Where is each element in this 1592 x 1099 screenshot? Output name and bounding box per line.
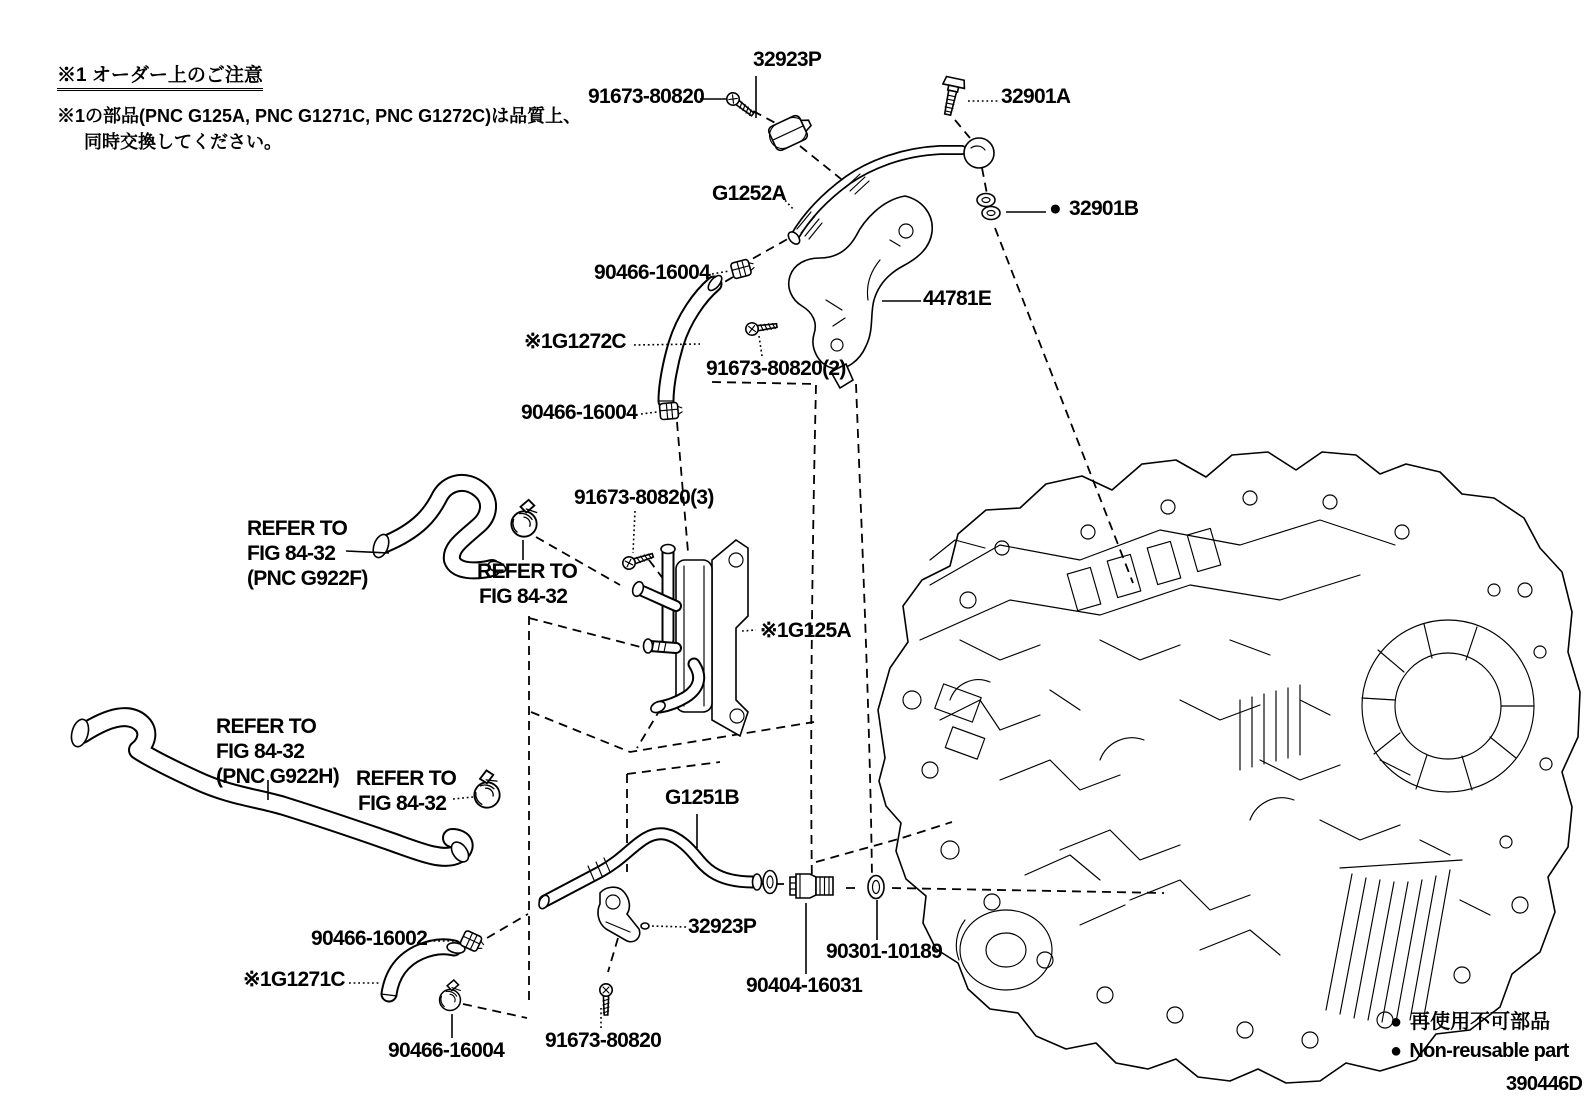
note-line-2: 同時交換してください。 <box>84 132 282 152</box>
refer-note-mid-line2: FIG 84-32 <box>479 585 568 608</box>
clip-90466-16004-b <box>659 402 682 420</box>
refer-note-low-line2: FIG 84-32 <box>358 792 447 815</box>
callout-90466-16004-b[interactable]: 90466-16004 <box>521 401 638 424</box>
clamp-90466-16004-c <box>440 980 461 1010</box>
clamp-refer-mid <box>511 500 536 537</box>
callout-90466-16002[interactable]: 90466-16002 <box>311 927 428 950</box>
oring-90301-10189 <box>868 876 884 899</box>
banjo-eye-icon <box>964 138 994 168</box>
refer-note-g922f-line3: (PNC G922F) <box>247 567 368 590</box>
callout-91673-80820-top[interactable]: 91673-80820 <box>588 85 705 108</box>
clip-90466-16004-a <box>730 258 755 279</box>
doc-number: 390446D <box>1506 1073 1583 1095</box>
refer-note-mid-line1: REFER TO <box>477 560 578 583</box>
refer-note-low-line1: REFER TO <box>356 767 457 790</box>
clamp-32923p-bottom <box>598 887 649 941</box>
non-reusable-dot-icon: ● <box>1390 1040 1402 1062</box>
callout-91673-80820-bottom[interactable]: 91673-80820 <box>545 1029 662 1052</box>
refer-note-g922h-line2: FIG 84-32 <box>216 740 305 763</box>
legend-non-reusable-en: ● Non-reusable part <box>1390 1040 1569 1062</box>
oil-cooler-g125a <box>631 540 748 736</box>
bolt-32901a <box>937 76 966 117</box>
callout-44781e[interactable]: 44781E <box>923 287 992 310</box>
callout-32923p-bottom[interactable]: 32923P <box>688 915 757 938</box>
callout-g125a[interactable]: ※1G125A <box>760 619 851 642</box>
callout-32901a[interactable]: 32901A <box>1001 85 1071 108</box>
screw-91673-80820-bottom <box>600 984 612 1015</box>
refer-note-g922f-line1: REFER TO <box>247 517 348 540</box>
gaskets-32901b <box>977 194 1000 220</box>
screw-91673-80820-top <box>724 90 756 119</box>
clamp-32923p-top <box>765 111 815 153</box>
note-title: ※1 オーダー上のご注意 <box>57 66 263 91</box>
refer-note-g922h-line3: (PNC G922H) <box>216 765 339 788</box>
non-reusable-dot-icon: ● <box>1390 1011 1403 1033</box>
callout-90466-16004-c[interactable]: 90466-16004 <box>388 1039 505 1062</box>
non-reusable-dot-icon: ● <box>1049 197 1061 220</box>
callout-90404-16031[interactable]: 90404-16031 <box>746 974 863 997</box>
transaxle-engine-illustration <box>878 452 1580 1083</box>
pipe-g1251b <box>537 834 777 911</box>
note-line-1: ※1の部品(PNC G125A, PNC G1271C, PNC G1272C)は品質上、 <box>57 106 582 126</box>
callout-90301-10189[interactable]: 90301-10189 <box>826 940 943 963</box>
union-fitting-90404-16031 <box>790 874 833 898</box>
refer-note-g922h-line1: REFER TO <box>216 715 317 738</box>
screw-91673-80820-2 <box>745 319 778 336</box>
callout-g1272c[interactable]: ※1G1272C <box>524 330 626 353</box>
callout-g1271c[interactable]: ※1G1271C <box>243 968 345 991</box>
refer-note-g922f-line2: FIG 84-32 <box>247 542 336 565</box>
clamp-refer-low <box>470 769 502 810</box>
callout-91673-80820-2[interactable]: 91673-80820(2) <box>706 357 846 380</box>
callout-g1251b[interactable]: G1251B <box>665 786 740 809</box>
callout-32923p-top[interactable]: 32923P <box>753 48 822 71</box>
callout-32901b[interactable]: ● 32901B <box>1049 197 1139 220</box>
legend-non-reusable-jp: ● 再使用不可部品 <box>1390 1011 1551 1033</box>
callout-91673-80820-3[interactable]: 91673-80820(3) <box>574 486 714 509</box>
callout-g1252a[interactable]: G1252A <box>712 182 787 205</box>
callout-90466-16004-a[interactable]: 90466-16004 <box>594 261 711 284</box>
